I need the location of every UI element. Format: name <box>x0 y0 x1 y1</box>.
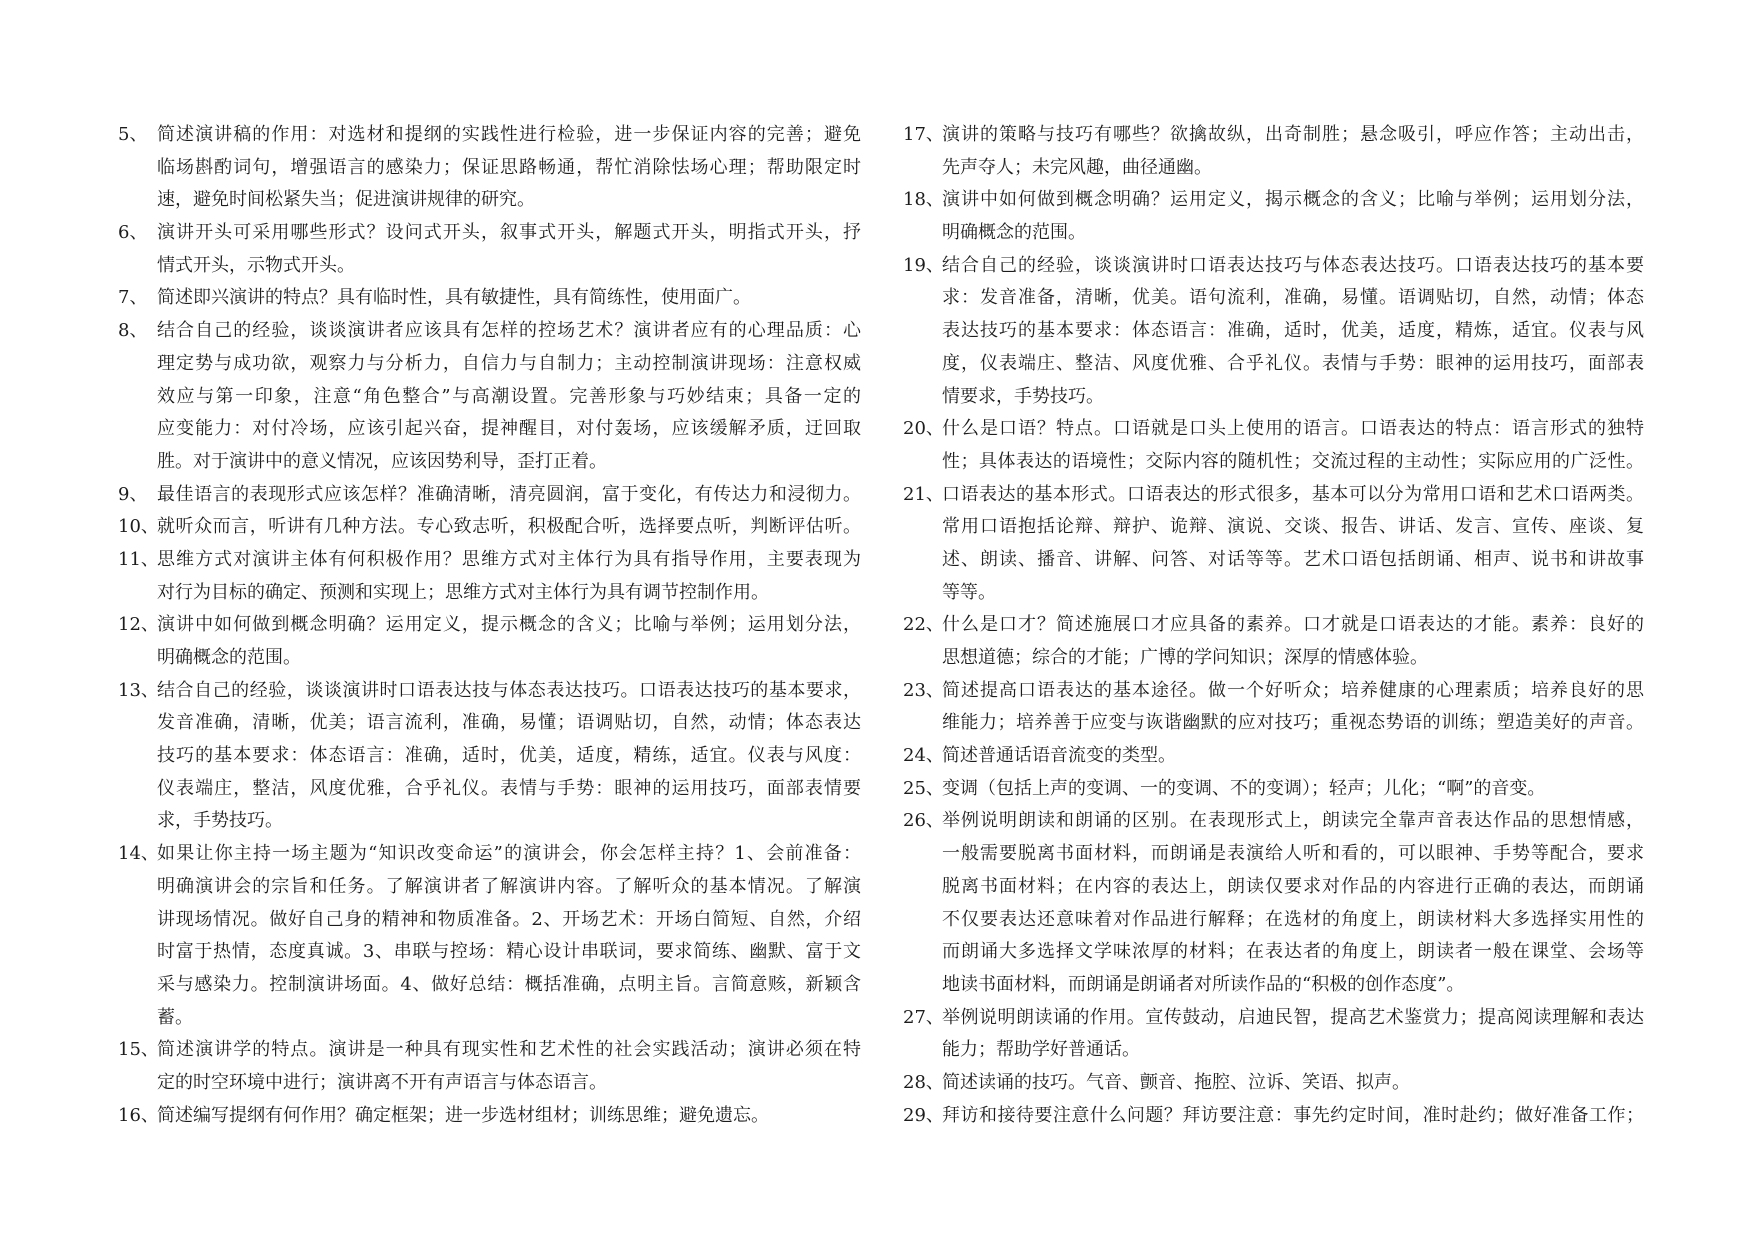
item-text-line: 演讲中如何做到概念明确？运用定义，揭示概念的含义；比喻与举例；运用划分法， <box>942 189 1644 211</box>
question-item <box>118 1100 861 1133</box>
item-text-line: 讲现场情况。做好自己身的精神和物质准备。2、开场艺术：开场白简短、自然，介绍 <box>157 908 861 930</box>
item-number: 11、 <box>118 548 159 570</box>
item-text-line: 结合自己的经验，谈谈演讲时口语表达技与体态表达技巧。口语表达技巧的基本要求， <box>157 679 861 701</box>
item-text-line: 时富于热情，态度真诚。3、串联与控场：精心设计串联词，要求简练、幽默、富于文 <box>157 941 861 963</box>
left-column <box>118 119 861 1132</box>
item-text-line: 演讲中如何做到概念明确？运用定义，提示概念的含义；比喻与举例；运用划分法， <box>157 614 861 636</box>
item-number: 16、 <box>118 1104 159 1126</box>
item-text-line: 理定势与成功欲，观察力与分析力，自信力与自制力；主动控制演讲现场：注意权威 <box>157 352 861 374</box>
item-number: 20、 <box>903 418 944 440</box>
question-item <box>903 1067 1644 1100</box>
item-text-line: 表达技巧的基本要求：体态语言：准确，适时，优美，适度，精炼，适宜。仪表与风 <box>942 320 1644 342</box>
item-number: 17、 <box>903 124 944 145</box>
question-item <box>118 315 861 478</box>
right-column <box>903 119 1644 1132</box>
item-number: 9、 <box>118 483 148 505</box>
item-text-line: 简述普通话语音流变的类型。 <box>942 745 1176 767</box>
item-text-line: 明确演讲会的宗旨和任务。了解演讲者了解演讲内容。了解听众的基本情况。了解演 <box>157 875 861 897</box>
item-text-line: 等等。 <box>942 581 996 603</box>
item-text-line: 求：发音准备，清晰，优美。语句流利，准确，易懂。语调贴切，自然，动情；体态 <box>942 287 1644 309</box>
item-text-line: 举例说明朗读和朗诵的区别。在表现形式上，朗读完全靠声音表达作品的思想情感， <box>942 810 1644 832</box>
item-text-line: 最佳语言的表现形式应该怎样？准确清晰，清亮圆润，富于变化，有传达力和浸彻力。 <box>157 483 861 505</box>
question-item <box>118 1034 861 1099</box>
item-text-line: 应变能力：对付冷场，应该引起兴奋，提神醒目，对付轰场，应该缓解矛质，迂回取 <box>157 418 861 440</box>
item-number: 22、 <box>903 614 944 636</box>
item-number: 5、 <box>118 124 148 145</box>
item-number: 10、 <box>118 516 159 538</box>
item-text-line: 发音准确，清晰，优美；语言流利，准确，易懂；语调贴切，自然，动情；体态表达 <box>157 712 861 734</box>
item-text-line: 简述演讲稿的作用：对选材和提纲的实践性进行检验，进一步保证内容的完善；避免 <box>157 124 861 145</box>
item-text-line: 如果让你主持一场主题为“知识改变命运”的演讲会，你会怎样主持？1、会前准备： <box>157 843 861 865</box>
item-text-line: 述、朗读、播音、讲解、问答、对话等等。艺术口语包括朗诵、相声、说书和讲故事 <box>942 548 1644 570</box>
item-number: 7、 <box>118 287 148 309</box>
item-text-line: 采与感染力。控制演讲场面。4、做好总结：概括准确，点明主旨。言简意赅，新颖含 <box>157 973 861 995</box>
question-item <box>903 413 1644 478</box>
item-number: 15、 <box>118 1039 159 1061</box>
item-text-line: 能力；帮助学好普通话。 <box>942 1039 1140 1061</box>
item-text-line: 什么是口才？简述施展口才应具备的素养。口才就是口语表达的才能。素养：良好的 <box>942 614 1644 636</box>
item-text-line: 临场斟酌词句，增强语言的感染力；保证思路畅通，帮忙消除怯场心理；帮助限定时 <box>157 156 861 178</box>
item-text-line: 定的时空环境中进行；演讲离不开有声语言与体态语言。 <box>157 1071 607 1093</box>
question-item <box>903 773 1644 806</box>
item-text-line: 思想道德；综合的才能；广博的学问知识；深厚的情感体验。 <box>942 647 1428 668</box>
question-item <box>118 675 861 838</box>
question-item <box>903 250 1644 413</box>
item-text-line: 口语表达的基本形式。口语表达的形式很多，基本可以分为常用口语和艺术口语两类。 <box>942 483 1644 505</box>
question-item <box>903 1002 1644 1067</box>
item-text-line: 求，手势技巧。 <box>157 810 283 832</box>
item-text-line: 什么是口语？特点。口语就是口头上使用的语言。口语表达的特点：语言形式的独特 <box>942 418 1644 440</box>
question-item <box>118 217 861 282</box>
item-text-line: 技巧的基本要求：体态语言：准确，适时，优美，适度，精练，适宜。仪表与风度： <box>157 745 861 767</box>
item-number: 23、 <box>903 679 944 701</box>
item-text-line: 就听众而言，听讲有几种方法。专心致志听，积极配合听，选择要点听，判断评估听。 <box>157 516 861 538</box>
question-item <box>903 1100 1644 1133</box>
item-text-line: 对行为目标的确定、预测和实现上；思维方式对主体行为具有调节控制作用。 <box>157 581 769 603</box>
item-text-line: 度，仪表端庄、整洁、风度优雅、合乎礼仪。表情与手势：眼神的运用技巧，面部表 <box>942 352 1644 374</box>
question-item <box>118 119 861 217</box>
item-text-line: 常用口语抱括论辩、辩护、诡辩、演说、交谈、报告、讲话、发言、宣传、座谈、复 <box>942 516 1644 538</box>
item-text-line: 明确概念的范围。 <box>157 647 301 668</box>
question-item <box>118 838 861 1034</box>
item-text-line: 维能力；培养善于应变与诙谐幽默的应对技巧；重视态势语的训练；塑造美好的声音。 <box>942 712 1644 734</box>
item-text-line: 明确概念的范围。 <box>942 222 1086 244</box>
item-number: 26、 <box>903 810 944 832</box>
question-item <box>903 119 1644 184</box>
item-text-line: 拜访和接待要注意什么问题？拜访要注意：事先约定时间，准时赴约；做好准备工作； <box>942 1104 1644 1126</box>
item-text-line: 举例说明朗读诵的作用。宣传鼓动，启迪民智，提高艺术鉴赏力；提高阅读理解和表达 <box>942 1006 1644 1028</box>
question-item <box>903 479 1644 610</box>
item-text-line: 演讲开头可采用哪些形式？设问式开头，叙事式开头，解题式开头，明指式开头，抒 <box>157 222 861 244</box>
question-item <box>118 479 861 512</box>
item-number: 18、 <box>903 189 944 211</box>
question-item <box>118 609 861 674</box>
item-text-line: 结合自己的经验，谈谈演讲者应该具有怎样的控场艺术？演讲者应有的心理品质：心 <box>157 320 861 342</box>
item-number: 24、 <box>903 745 944 767</box>
item-text-line: 效应与第一印象，注意“角色整合”与高潮设置。完善形象与巧妙结束；具备一定的 <box>157 385 861 407</box>
item-text-line: 地读书面材料，而朗诵是朗诵者对所读作品的“积极的创作态度”。 <box>942 973 1465 995</box>
item-number: 19、 <box>903 254 944 276</box>
question-item <box>118 544 861 609</box>
item-number: 28、 <box>903 1071 944 1093</box>
question-item <box>903 805 1644 1001</box>
item-text-line: 脱离书面材料；在内容的表达上，朗读仅要求对作品的内容进行正确的表达，而朗诵 <box>942 875 1644 897</box>
item-text-line: 简述演讲学的特点。演讲是一种具有现实性和艺术性的社会实践活动；演讲必须在特 <box>157 1039 861 1061</box>
question-item <box>903 609 1644 674</box>
item-number: 8、 <box>118 320 148 342</box>
question-item <box>118 511 861 544</box>
item-text-line: 先声夺人；未完风趣，曲径通幽。 <box>942 156 1212 178</box>
item-text-line: 胜。对于演讲中的意义情况，应该因势利导，歪打正着。 <box>157 450 607 472</box>
item-text-line: 简述提高口语表达的基本途径。做一个好听众；培养健康的心理素质；培养良好的思 <box>942 679 1644 701</box>
item-text-line: 情要求，手势技巧。 <box>942 385 1104 407</box>
question-item <box>903 184 1644 249</box>
item-text-line: 结合自己的经验，谈谈演讲时口语表达技巧与体态表达技巧。口语表达技巧的基本要 <box>942 254 1644 276</box>
item-text-line: 演讲的策略与技巧有哪些？欲擒故纵，出奇制胜；悬念吸引，呼应作答；主动出击， <box>942 124 1644 145</box>
item-text-line: 蓄。 <box>157 1006 193 1028</box>
item-number: 6、 <box>118 222 148 244</box>
item-text-line: 简述读诵的技巧。气音、颤音、拖腔、泣诉、笑语、拟声。 <box>942 1071 1410 1093</box>
item-text-line: 而朗诵大多选择文学味浓厚的材料；在表达者的角度上，朗读者一般在课堂、会场等 <box>942 941 1644 963</box>
item-text-line: 情式开头，示物式开头。 <box>157 254 355 276</box>
item-text-line: 性；具体表达的语境性；交际内容的随机性；交流过程的主动性；实际应用的广泛性。 <box>942 450 1644 472</box>
item-text-line: 简述即兴演讲的特点？具有临时性，具有敏捷性，具有简练性，使用面广。 <box>157 287 751 309</box>
item-text-line: 不仅要表达还意味着对作品进行解释；在选材的角度上，朗读材料大多选择实用性的 <box>942 908 1644 930</box>
item-text-line: 速，避免时间松紧失当；促进演讲规律的研究。 <box>157 189 535 211</box>
question-item <box>903 675 1644 740</box>
question-item <box>118 282 861 315</box>
item-number: 14、 <box>118 843 159 865</box>
item-text-line: 简述编写提纲有何作用？确定框架；进一步选材组材；训练思维；避免遗忘。 <box>157 1104 769 1126</box>
question-item <box>903 740 1644 773</box>
item-number: 29、 <box>903 1104 944 1126</box>
item-text-line: 仪表端庄，整洁，风度优雅，合乎礼仪。表情与手势：眼神的运用技巧，面部表情要 <box>157 777 861 799</box>
item-text-line: 变调（包括上声的变调、一的变调、不的变调）；轻声；儿化；“啊”的音变。 <box>942 777 1546 799</box>
item-number: 21、 <box>903 483 944 505</box>
item-text-line: 一般需要脱离书面材料，而朗诵是表演给人听和看的，可以眼神、手势等配合，要求 <box>942 843 1644 865</box>
item-number: 13、 <box>118 679 159 701</box>
item-number: 27、 <box>903 1006 944 1028</box>
item-text-line: 思维方式对演讲主体有何积极作用？思维方式对主体行为具有指导作用，主要表现为 <box>157 548 861 570</box>
item-number: 25、 <box>903 777 944 799</box>
item-number: 12、 <box>118 614 159 636</box>
